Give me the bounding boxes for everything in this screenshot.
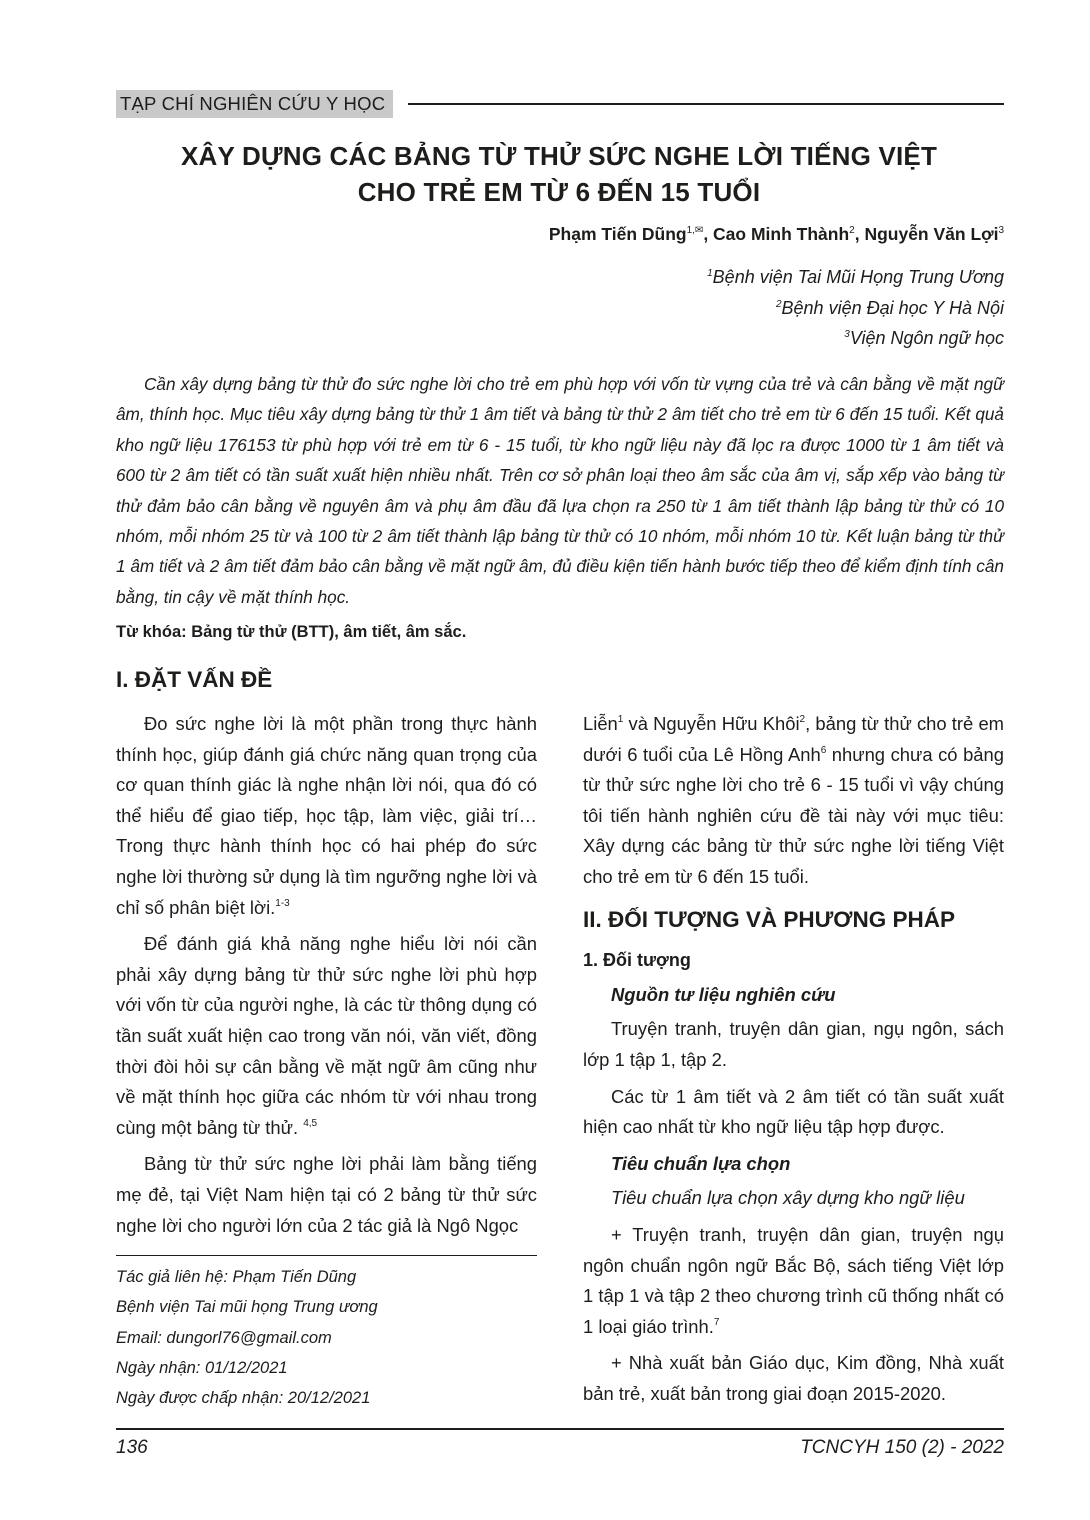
affiliation-1 [707,267,1004,288]
footnote-email: Email: dungorl76@gmail.com [116,1328,332,1347]
section-heading-introduction: I. ĐẶT VẤN ĐỀ [116,667,273,692]
affiliation-text: Bệnh viện Tai Mũi Họng Trung Ương [712,267,1004,287]
citation: 6 [820,744,827,756]
subsection-heading: 1. Đối tượng [583,950,691,971]
footnote-hospital: Bệnh viện Tai mũi họng Trung ương [116,1298,378,1317]
paragraph-text: , bảng từ thử cho trẻ em dưới 6 tuổi của Lê Hồng Anh [583,713,1004,765]
paragraph: Tiêu chuẩn lựa chọn xây dựng kho ngữ liệu [611,1187,965,1209]
author-superscript: 1,✉ [686,225,704,236]
title-line-1: XÂY DỰNG CÁC BẢNG TỪ THỬ SỨC NGHE LỜI TIẾNG VIỆT [180,141,938,171]
section-heading-methods: II. ĐỐI TƯỢNG VÀ PHƯƠNG PHÁP [583,906,955,932]
paragraph: + Nhà xuất bản Giáo dục, Kim đồng, Nhà xuất bản trẻ, xuất bản trong giai đoạn 2015-2020. [583,1352,1004,1404]
paragraph-text: nhưng chưa có bảng từ thử sức nghe lời cho trẻ 6 - 15 tuổi vì vậy chúng tôi tiến hành nghiên cứu đề tài này với mục tiêu: Xây dựng các bảng từ thử sức nghe lời tiếng Việt cho trẻ em từ 6 đến 15 tuổi. [583,743,1004,887]
author-name: Nguyễn Văn Lợi [864,224,999,244]
paragraph [116,1149,537,1241]
footer-rule [116,1428,1004,1430]
footnote-accepted: Ngày được chấp nhận: 20/12/2021 [116,1389,371,1408]
paragraph [583,1220,1004,1342]
paragraph [116,929,537,1143]
author-superscript: 3 [998,225,1004,236]
right-column [583,709,1004,1415]
citation: 1 [617,714,624,725]
author-list [549,224,1004,245]
paragraph [116,709,537,923]
correspondence-footnote [116,1262,378,1413]
affiliation-superscript: 2 [775,299,782,310]
paragraph-text: Bảng từ thử sức nghe lời phải làm bằng tiếng mẹ đẻ, tại Việt Nam hiện tại có 2 bảng từ thử sức nghe lời cho người lớn của 2 tác giả là Ngô Ngọc [116,1153,537,1236]
paragraph-text: Để đánh giá khả năng nghe hiểu lời nói cần phải xây dựng bảng từ thử sức nghe lời phù hợp với vốn từ của người nghe, là các từ thông dụng có tần suất xuất hiện cao trong văn nói, văn viết, đồng thời đòi hỏi sự cân bằng về mặt ngữ âm cũng như về mặt thính học giữa các nhóm từ với nhau trong cùng một bảng từ thử. [116,933,537,1138]
author-separator: , [854,224,865,244]
footnote-received: Ngày nhận: 01/12/2021 [116,1358,288,1377]
page-number: 136 [116,1437,148,1458]
footnote-rule [116,1255,537,1256]
paragraph-text: + Truyện tranh, truyện dân gian, truyện ngụ ngôn chuẩn ngôn ngữ Bắc Bộ, sách tiếng Việt lớp 1 tập 1 và tập 2 theo chương trình cũ thống nhất có 1 loại giáo trình. [583,1223,1004,1337]
title-line-2: CHO TRẺ EM TỪ 6 ĐẾN 15 TUỔI [357,177,761,207]
affiliation-3 [844,328,1004,349]
journal-header [116,90,1004,118]
paragraph: Các từ 1 âm tiết và 2 âm tiết có tần suất xuất hiện cao nhất từ kho ngữ liệu tập hợp được. [583,1085,1004,1138]
affiliation-text: Viện Ngôn ngữ học [849,328,1004,348]
citation: 4,5 [303,1117,318,1129]
keywords: Từ khóa: Bảng từ thử (BTT), âm tiết, âm sắc. [116,623,467,641]
left-column [116,709,537,1247]
paragraph-text: và Nguyễn Hữu Khôi [623,713,800,734]
paragraph: Truyện tranh, truyện dân gian, ngụ ngôn, sách lớp 1 tập 1, tập 2. [583,1018,1004,1070]
paragraph-text: Đo sức nghe lời là một phần trong thực hành thính học, giúp đánh giá chức năng quan trọng của cơ quan thính giác là nghe nhận lời nói, qua đó có thể hiểu để giao tiếp, học tập, làm việc, giải trí… Trong thực hành thính học có hai phép đo sức nghe lời thường sử dụng là tìm ngưỡng nghe lời và chỉ số phân biệt lời. [116,713,537,918]
header-rule [408,103,1004,105]
journal-reference: TCNCYH 150 (2) - 2022 [800,1437,1004,1458]
citation: 2 [799,714,806,725]
subsection-subheading: Nguồn tư liệu nghiên cứu [611,983,836,1005]
paragraph [583,709,1004,893]
journal-name: TẠP CHÍ NGHIÊN CỨU Y HỌC [116,90,393,118]
affiliation-superscript: 3 [844,329,850,340]
affiliation-text: Bệnh viện Đại học Y Hà Nội [781,298,1004,318]
author-name: Phạm Tiến Dũng [548,224,687,244]
affiliation-superscript: 1 [707,268,713,279]
citation: 7 [713,1316,720,1328]
paragraph-text: Liễn [583,713,618,734]
author-separator: , [703,224,714,244]
author-superscript: 2 [849,225,855,236]
author-name: Cao Minh Thành [713,224,850,244]
abstract: Cần xây dựng bảng từ thử đo sức nghe lời cho trẻ em phù hợp với vốn từ vựng của trẻ và cân bằng về mặt ngữ âm, thính học. Mục tiêu xây dựng bảng từ thử 1 âm tiết và bảng từ thử 2 âm tiết cho trẻ em từ 6 đến 15 tuổi. Kết quả kho ngữ liệu 176153 từ phù hợp với trẻ em từ 6 - 15 tuổi, từ kho ngữ liệu này đã lọc ra được 1000 từ 1 âm tiết và 600 từ 2 âm tiết có tần suất xuất hiện nhiều nhất. Trên cơ sở phân loại theo âm sắc của âm vị, sắp xếp vào bảng từ thử đảm bảo cân bằng về nguyên âm và phụ âm đầu đã lựa chọn ra 250 từ 1 âm tiết thành lập bảng từ thử có 10 nhóm, mỗi nhóm 25 từ và 100 từ 2 âm tiết thành lập bảng từ thử có 10 nhóm, mỗi nhóm 10 từ. Kết luận bảng từ thử 1 âm tiết và 2 âm tiết đảm bảo cân bằng về mặt ngữ âm, đủ điều kiện tiến hành bước tiếp theo để kiểm định tính cân bằng, tin cậy về mặt thính học. [116,374,1004,607]
article-title [100,138,1018,210]
footnote-contact: Tác giả liên hệ: Phạm Tiến Dũng [116,1268,357,1286]
citation: 1-3 [275,897,290,909]
subsection-subheading: Tiêu chuẩn lựa chọn [611,1152,791,1174]
affiliation-2 [776,298,1004,319]
